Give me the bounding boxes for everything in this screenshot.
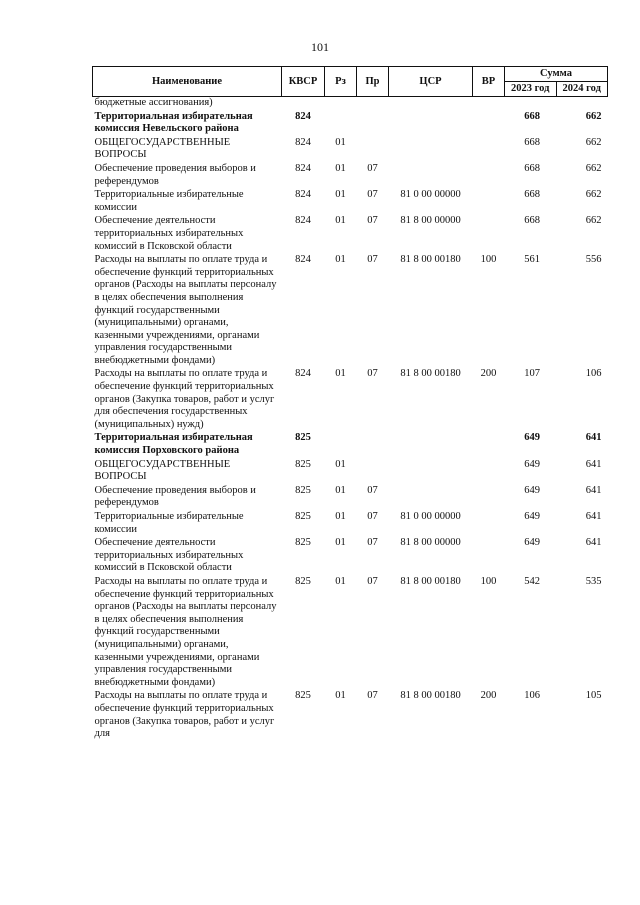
row-csr (389, 97, 473, 110)
table-row (93, 458, 608, 484)
row-pr: 07 (367, 690, 378, 702)
row-name: Обеспечение проведения выборов и референдумов (94, 162, 256, 187)
header-vr: ВР (473, 67, 505, 97)
row-csr: 81 0 00 00000 (400, 511, 461, 522)
row-sum-2024: 662 (585, 189, 602, 201)
table-row (93, 97, 608, 110)
row-csr: 81 8 00 00000 (400, 215, 461, 227)
header-rz: Рз (325, 67, 357, 97)
header-year-2023: 2023 год (505, 82, 557, 97)
row-pr: 07 (367, 215, 378, 227)
row-kvsr: 824 (295, 215, 311, 227)
row-rz: 01 (335, 537, 346, 549)
row-csr (389, 484, 473, 510)
row-sum-2023: 649 (524, 432, 540, 444)
row-name: Обеспечение деятельности территориальных избирательных комиссий в Псковской области (94, 537, 244, 574)
table-row (93, 110, 608, 136)
row-sum-2024: 662 (585, 162, 602, 174)
row-rz: 01 (335, 458, 346, 470)
row-rz: 01 (335, 215, 346, 227)
row-sum-2023: 668 (524, 110, 540, 122)
page-number: 101 (311, 40, 329, 54)
row-kvsr: 824 (295, 368, 311, 380)
table-row (93, 484, 608, 510)
header-csr: ЦСР (389, 67, 473, 97)
row-sum-2024: 641 (585, 458, 602, 470)
row-pr (357, 431, 389, 457)
row-rz: 01 (335, 136, 346, 148)
row-sum-2024 (556, 97, 608, 110)
header-kvsr: КВСР (282, 67, 325, 97)
row-rz: 01 (335, 189, 346, 201)
row-sum-2023: 106 (524, 690, 540, 702)
row-sum-2024: 662 (585, 110, 602, 122)
row-kvsr: 824 (295, 162, 311, 174)
table-row (93, 510, 608, 536)
row-name: бюджетные ассигнования) (94, 97, 213, 108)
row-rz: 01 (335, 690, 346, 702)
row-name: Обеспечение деятельности территориальных избирательных комиссий в Псковской области (94, 215, 244, 252)
row-csr: 81 0 00 00000 (400, 189, 461, 201)
row-sum-2024: 662 (585, 215, 602, 227)
row-vr (473, 214, 505, 253)
row-vr: 100 (480, 575, 497, 587)
table-row (93, 367, 608, 431)
row-csr: 81 8 00 00180 (400, 368, 461, 380)
table-row (93, 162, 608, 188)
row-kvsr: 825 (295, 458, 311, 470)
row-kvsr: 824 (295, 110, 311, 122)
row-sum-2024: 105 (585, 690, 602, 702)
row-vr (473, 110, 505, 136)
header-year-2024: 2024 год (556, 82, 608, 97)
row-sum-2023: 649 (524, 537, 540, 549)
row-pr: 07 (367, 162, 378, 174)
row-pr: 07 (367, 511, 378, 522)
row-csr: 81 8 00 00180 (400, 254, 461, 266)
row-name: Обеспечение проведения выборов и референдумов (94, 484, 256, 509)
header-row (93, 67, 608, 82)
row-csr (389, 162, 473, 188)
row-sum-2024: 556 (585, 254, 602, 266)
row-kvsr: 824 (295, 254, 311, 266)
row-rz: 01 (335, 368, 346, 380)
row-kvsr: 825 (295, 575, 311, 587)
row-csr: 81 8 00 00000 (400, 537, 461, 549)
row-vr: 100 (480, 254, 497, 266)
row-kvsr: 825 (295, 690, 311, 702)
row-name: ОБЩЕГОСУДАРСТВЕННЫЕ ВОПРОСЫ (94, 458, 231, 483)
row-sum-2023: 649 (524, 484, 540, 496)
row-pr: 07 (367, 368, 378, 380)
row-vr (473, 458, 505, 484)
table-row (93, 136, 608, 162)
row-sum-2023: 542 (524, 575, 540, 587)
row-sum-2023: 668 (524, 189, 540, 201)
row-kvsr: 824 (295, 136, 311, 148)
row-vr (473, 162, 505, 188)
header-name: Наименование (93, 67, 282, 97)
row-rz: 01 (335, 254, 346, 266)
row-csr (389, 136, 473, 162)
table-row (93, 214, 608, 253)
row-kvsr: 824 (295, 189, 311, 201)
table-row (93, 575, 608, 689)
row-pr: 07 (367, 575, 378, 587)
row-vr (473, 510, 505, 536)
budget-table (92, 66, 608, 741)
row-sum-2023: 668 (524, 215, 540, 227)
row-kvsr (282, 97, 325, 110)
row-rz: 01 (335, 511, 346, 522)
header-sum: Сумма (505, 67, 608, 82)
row-name: Расходы на выплаты по оплате труда и обеспечение функций территориальных органов (Закупка товаров, работ и услуг для обеспечения государственных (муниципальных) нужд) (94, 368, 275, 430)
row-pr: 07 (367, 484, 378, 496)
row-sum-2023: 649 (524, 458, 540, 470)
row-rz: 01 (335, 162, 346, 174)
table-body (93, 97, 608, 741)
row-csr (389, 110, 473, 136)
row-pr (357, 97, 389, 110)
row-kvsr: 825 (295, 432, 311, 444)
row-rz: 01 (335, 575, 346, 587)
row-pr: 07 (367, 254, 378, 266)
row-sum-2024: 662 (585, 136, 602, 148)
row-name: Территориальная избирательная комиссия Порховского района (94, 432, 253, 457)
row-pr (357, 458, 389, 484)
row-sum-2024: 641 (585, 511, 602, 522)
row-name: ОБЩЕГОСУДАРСТВЕННЫЕ ВОПРОСЫ (94, 136, 231, 161)
row-vr: 200 (480, 368, 497, 380)
row-name: Территориальная избирательная комиссия Невельского района (94, 110, 253, 135)
row-vr (473, 484, 505, 510)
row-vr (473, 188, 505, 214)
row-pr: 07 (367, 189, 378, 201)
table-row (93, 253, 608, 367)
header-pr: Пр (357, 67, 389, 97)
row-kvsr: 825 (295, 484, 311, 496)
row-pr (357, 110, 389, 136)
row-sum-2024: 641 (585, 484, 602, 496)
row-vr (473, 97, 505, 110)
row-kvsr: 825 (295, 511, 311, 522)
table-row (93, 689, 608, 740)
row-name: Территориальные избирательные комиссии (94, 189, 244, 213)
row-vr: 200 (480, 690, 497, 702)
row-sum-2023: 668 (524, 162, 540, 174)
table-row (93, 431, 608, 457)
row-name: Территориальные избирательные комиссии (94, 511, 244, 535)
row-pr: 07 (367, 537, 378, 549)
row-name: Расходы на выплаты по оплате труда и обеспечение функций территориальных органов (Расходы на выплаты персоналу в целях обеспечения выполнения функций государственными (муниципальными) органами, казенными учреждениями, органами управления государственными внебюджетными фондами) (94, 254, 277, 366)
row-pr (357, 136, 389, 162)
table-row (93, 536, 608, 575)
row-sum-2024: 106 (585, 368, 602, 380)
row-rz: 01 (335, 484, 346, 496)
row-rz (325, 97, 357, 110)
row-vr (473, 536, 505, 575)
row-sum-2023 (505, 97, 557, 110)
row-vr (473, 431, 505, 457)
row-csr: 81 8 00 00180 (400, 690, 461, 702)
row-vr (473, 136, 505, 162)
row-sum-2024: 641 (585, 537, 602, 549)
row-sum-2023: 561 (524, 254, 540, 266)
row-sum-2023: 649 (524, 511, 540, 522)
row-name: Расходы на выплаты по оплате труда и обеспечение функций территориальных органов (Закупка товаров, работ и услуг для (94, 690, 275, 740)
row-name: Расходы на выплаты по оплате труда и обеспечение функций территориальных органов (Расходы на выплаты персоналу в целях обеспечения выполнения функций государственными (муниципальными) органами, казенными учреждениями, органами управления государственными внебюджетными фондами) (94, 575, 277, 688)
row-rz (325, 431, 357, 457)
row-csr: 81 8 00 00180 (400, 575, 461, 587)
row-csr (389, 431, 473, 457)
row-csr (389, 458, 473, 484)
row-sum-2024: 641 (585, 432, 602, 444)
row-sum-2024: 535 (585, 575, 602, 587)
table-row (93, 188, 608, 214)
row-sum-2023: 107 (524, 368, 540, 380)
row-kvsr: 825 (295, 537, 311, 549)
row-sum-2023: 668 (524, 136, 540, 148)
row-rz (325, 110, 357, 136)
